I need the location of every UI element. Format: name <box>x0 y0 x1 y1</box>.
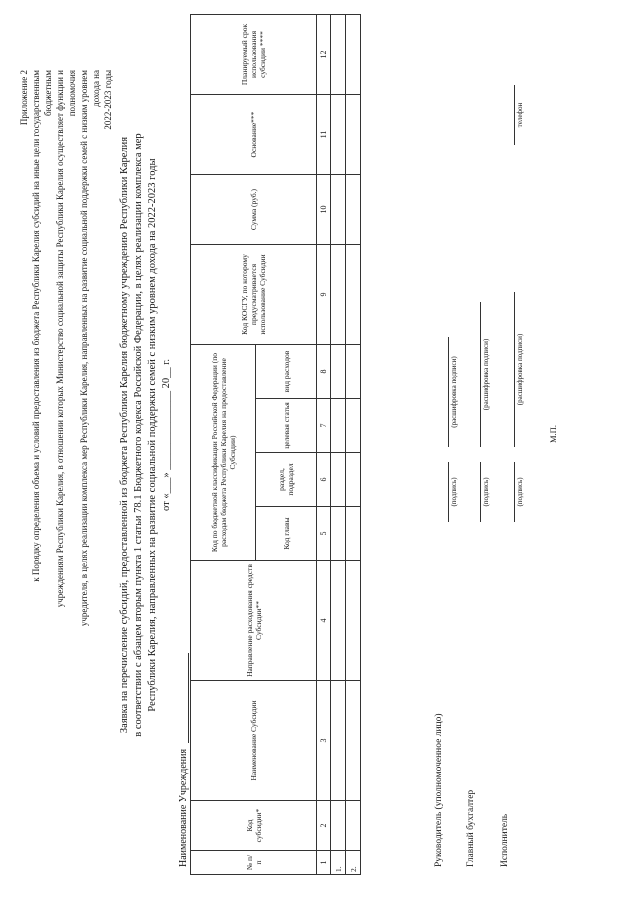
header-row <box>191 15 256 875</box>
signature-name-caption: (расшифровка подписи) <box>516 333 524 406</box>
column-number: 7 <box>317 399 331 453</box>
column-number: 6 <box>317 453 331 507</box>
header-kosgu: Код КОСГУ, по которому предусматривается использование Субсидии <box>191 245 317 345</box>
signature-caption: (подпись) <box>450 477 458 507</box>
table-cell[interactable] <box>346 399 361 453</box>
organization-row <box>178 653 189 867</box>
header-name: Наименование Субсидии <box>191 681 317 801</box>
signature-caption: (подпись) <box>516 477 524 507</box>
table-cell[interactable] <box>331 245 346 345</box>
title-line: Заявка на перечисление субсидий, предоставленной из бюджета Республики Карелия бюджетному учреждению Республики Карелия <box>119 136 130 734</box>
table-cell[interactable] <box>331 345 346 399</box>
table-row <box>346 15 361 875</box>
table-cell[interactable] <box>346 245 361 345</box>
header-bk-group: Код по бюджетной классификации Российской Федерации (по расходам бюджета Республики Карелия на предоставление Субсидии) <box>191 345 256 561</box>
phone-caption: телефон <box>516 102 524 128</box>
column-number: 2 <box>317 801 331 851</box>
column-number: 11 <box>317 95 331 175</box>
column-number: 5 <box>317 507 331 561</box>
table-cell[interactable] <box>331 15 346 95</box>
appendix-line: 2022-2023 годы <box>103 70 113 130</box>
appendix-line: учреждениям Республики Карелия, в отношении которых Министерство социальной защиты Республики Карелия осуществляет функции и полномочия <box>55 70 77 608</box>
column-number: 1 <box>317 851 331 875</box>
table-cell[interactable] <box>331 399 346 453</box>
column-number: 10 <box>317 175 331 245</box>
request-table <box>190 14 361 875</box>
column-number-row <box>317 15 331 875</box>
row-number: 1. <box>331 851 346 875</box>
organization-label: Наименование Учреждения <box>178 748 189 867</box>
appendix-line: Приложение 2 <box>19 70 29 126</box>
table-row <box>331 15 346 875</box>
appendix-header <box>18 70 114 630</box>
header-code: Код субсидии* <box>191 801 317 851</box>
signature-caption: (подпись) <box>482 477 490 507</box>
header-statya: целевая статья <box>256 399 317 453</box>
table-cell[interactable] <box>331 561 346 681</box>
document-title <box>118 115 174 755</box>
table-cell[interactable] <box>346 453 361 507</box>
title-date: от «___» _______________ 20__ г. <box>161 359 172 511</box>
signature-head-label: Руководитель (уполномоченное лицо) <box>434 713 444 867</box>
signature-name-caption: (расшифровка подписи) <box>482 338 490 411</box>
header-direction: Направление расходования средств Субсидии** <box>191 561 317 681</box>
organization-field <box>188 653 189 743</box>
header-basis: Основание*** <box>191 95 317 175</box>
table-cell[interactable] <box>331 801 346 851</box>
column-number: 9 <box>317 245 331 345</box>
table-cell[interactable] <box>346 561 361 681</box>
title-line: в соответствии с абзацем вторым пункта 1 статьи 78.1 Бюджетного кодекса Российской Федерации, в целях реализации комплекса мер <box>133 133 144 737</box>
table-cell[interactable] <box>346 801 361 851</box>
table-cell[interactable] <box>346 681 361 801</box>
header-glava: Код главы <box>256 507 317 561</box>
signature-executor-label: Исполнитель <box>500 813 510 867</box>
table-cell[interactable] <box>331 175 346 245</box>
title-line: Республики Карелия, направленных на развитие социальной поддержки семей с низким уровнем дохода на 2022-2023 годы <box>147 158 158 712</box>
appendix-line: учредителя, в целях реализации комплекса мер Республики Карелия, направленных на развитие социальной поддержки семей с низким уровнем дохода на <box>79 70 101 627</box>
header-razdel: раздел, подраздел <box>256 453 317 507</box>
column-number: 4 <box>317 561 331 681</box>
header-vid: вид расходов <box>256 345 317 399</box>
signature-name-caption: (расшифровка подписи) <box>450 356 458 428</box>
appendix-line: к Порядку определения объема и условий предоставления из бюджета Республики Карелия субсидий на иные цели государственным бюджетным <box>31 70 53 582</box>
table-cell[interactable] <box>346 175 361 245</box>
header-term: Планируемый срок использования субсидии **** <box>191 15 317 95</box>
table-cell[interactable] <box>346 15 361 95</box>
row-number: 2. <box>346 851 361 875</box>
table-cell[interactable] <box>331 95 346 175</box>
signature-accountant-label: Главный бухгалтер <box>466 789 476 867</box>
table-cell[interactable] <box>346 345 361 399</box>
table-cell[interactable] <box>331 453 346 507</box>
column-number: 12 <box>317 15 331 95</box>
column-number: 8 <box>317 345 331 399</box>
header-num: № п/п <box>191 851 317 875</box>
column-number: 3 <box>317 681 331 801</box>
stamp-place: М.П. <box>548 425 558 443</box>
header-sum: Сумма (руб.) <box>191 175 317 245</box>
table-cell[interactable] <box>346 95 361 175</box>
table-cell[interactable] <box>331 681 346 801</box>
table-cell[interactable] <box>346 507 361 561</box>
table-cell[interactable] <box>331 507 346 561</box>
